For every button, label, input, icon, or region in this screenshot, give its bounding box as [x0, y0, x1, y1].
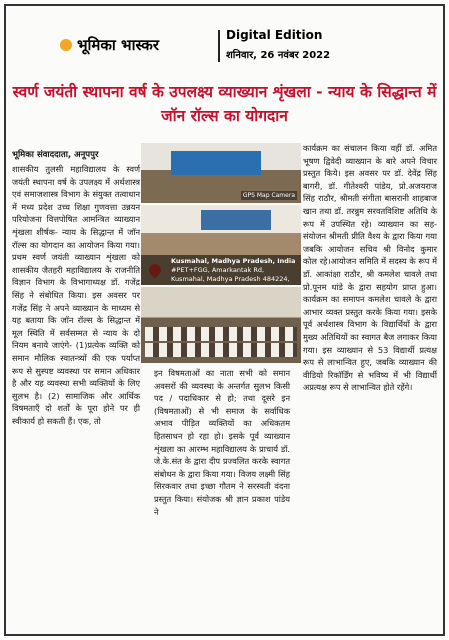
event-photo-audience — [141, 205, 301, 285]
event-photo-group — [141, 287, 301, 363]
article-column-3: कार्यक्रम का संचालन किया वहीं डॉ. अमित भूषण द्विवेदी व्याख्यान के बारे अपने विचार प्रस्तुत किये। इस अवसर पर डॉ. देवेंद्र सिंह बागरी, डॉ. गीतेश्वरी पांडेय, प्रो.अजयराज सिंह राठौर, श्रीमती संगीता बासरानी शाहबाज खान तथा डॉ. तरन्नुम सरवतविशिष्ट अतिथि के रूप में उपस्थित रहे। व्याख्यान का सह-संयोजन श्रीमती प्रीति वैश्य के द्वारा किया गया जबकि आयोजन सचिव श्री विनोद कुमार कोल रहे।आयोजन समिति में सदस्य के रूप में डॉ. आकांक्षा राठौर, श्री कमलेश चावले तथा प्रो.पूनम धांडे के द्वारा सहयोग प्राप्त हुआ। कार्यक्रम का समापन कमलेश चावले के द्वारा आभार व्यक्त प्रस्तुत करके किया गया। इसके पूर्व अर्थशास्त्र विभाग के विद्यार्थियों के द्वारा मुख्य अतिथियों का स्वागत बैज लगाकर किया गया। इस व्याख्यान से 53 विद्यार्थी प्रत्यक्ष रूप से लाभान्वित हुए, जबकि व्याख्यान की वीडियो रिकॉर्डिंग से भविष्य में भी विद्यार्थी अप्रत्यक्ष रूप से लाभान्वित होते रहेंगे। — [303, 143, 437, 393]
article-column-1: शासकीय तुलसी महाविद्यालय के स्वर्ण जयंती स्थापना वर्ष के उपलक्ष्य में अर्थशास्त्र एवं समाजशास्त्र विभाग के संयुक्त तत्वाधान में मध्य प्रदेश उच्च शिक्षा गुणवत्ता उन्नयन परियोजना वित्तपोषित आमन्त्रित व्याख्यान शृंखला शीर्षक- न्याय के सिद्धान्त में जॉन रॉल्स का योगदान का आयोजन किया गया। प्रथम स्वर्ण जयंती व्याख्यान शृंखला को शासकीय जैतहरी महाविद्यालय के राजनीति विज्ञान विभाग के विभागाध्यक्ष डॉ. गजेंद्र सिंह ने संबोधित किया। इस अवसर पर गजेंद्र सिंह ने अपने व्याख्यान के माध्यम से यह बताया कि जॉन रॉल्स के सिद्धान्त में मूल स्थिति में सर्वसम्मत से न्याय के दो नियम बनाये जाएंगे- (1)प्रत्येक व्यक्ति को समान मौलिक स्वातन्त्र्यों की एक पर्याप्त रूप से सुस्पष्ट व्यवस्था पर समान अधिकार है और यह व्यवस्था सभी व्यक्तियों के लिए सुलभ है। (2) सामाजिक और आर्थिक विषमताएँ दो शर्तों के पूरा होने पर ही स्वीकार्य हो सकती हैं। एक, तो — [12, 164, 140, 426]
article-headline: स्वर्ण जयंती स्थापना वर्ष के उपलक्ष्य व्याख्यान शृंखला - न्याय के सिद्धान्त में जॉन रॉल्स का योगदान — [12, 83, 437, 125]
logo-text: भूमिका भास्कर — [77, 36, 159, 54]
sun-logo-icon — [60, 39, 72, 51]
masthead-divider — [218, 30, 220, 62]
group-row — [145, 327, 297, 341]
edition-date: शनिवार, 26 नवंबर 2022 — [226, 50, 331, 61]
event-photo-stage — [141, 143, 301, 203]
geotag-location: Kusmahal, Madhya Pradesh, India — [171, 257, 296, 265]
geotag-overlay — [141, 255, 301, 285]
stage-banner — [171, 151, 261, 175]
masthead-logo — [60, 35, 159, 55]
article-column-2: इन विषमताओं का नाता सभी को समान अवसरों की व्यवस्था के अन्तर्गत सुलभ किसी पद / पदाधिकार से हो; तथा दूसरे इन (विषमताओं) से भी समाज के सर्वाधिक अभाव पीड़ित व्यक्तियों का अधिकतम हितसाधन हो रहा हो। इसके पूर्व व्याख्यान शृंखला का आरम्भ महाविद्यालय के प्राचार्य डॉ. जे.के.संत के द्वारा दीप प्रज्वलित करके स्वागत संबोधन के द्वारा किया गया। विजय लक्ष्मी सिंह सिरकवार तथा इच्छा गौतम ने सरस्वती वंदना प्रस्तुत किया। संयोजक श्री ज्ञान प्रकाश पांडेय ने — [154, 368, 290, 517]
group-row — [145, 343, 297, 357]
camera-watermark: GPS Map Camera — [242, 192, 295, 199]
edition-label: Digital Edition — [226, 28, 323, 42]
byline: भूमिका संवाददाता, अनूपपुर — [12, 150, 99, 160]
geotag-address: #PET+FGG, Amarkantak Rd, Kusmahal, Madhya Pradesh 484224, — [171, 266, 290, 283]
hall-banner — [201, 210, 271, 230]
